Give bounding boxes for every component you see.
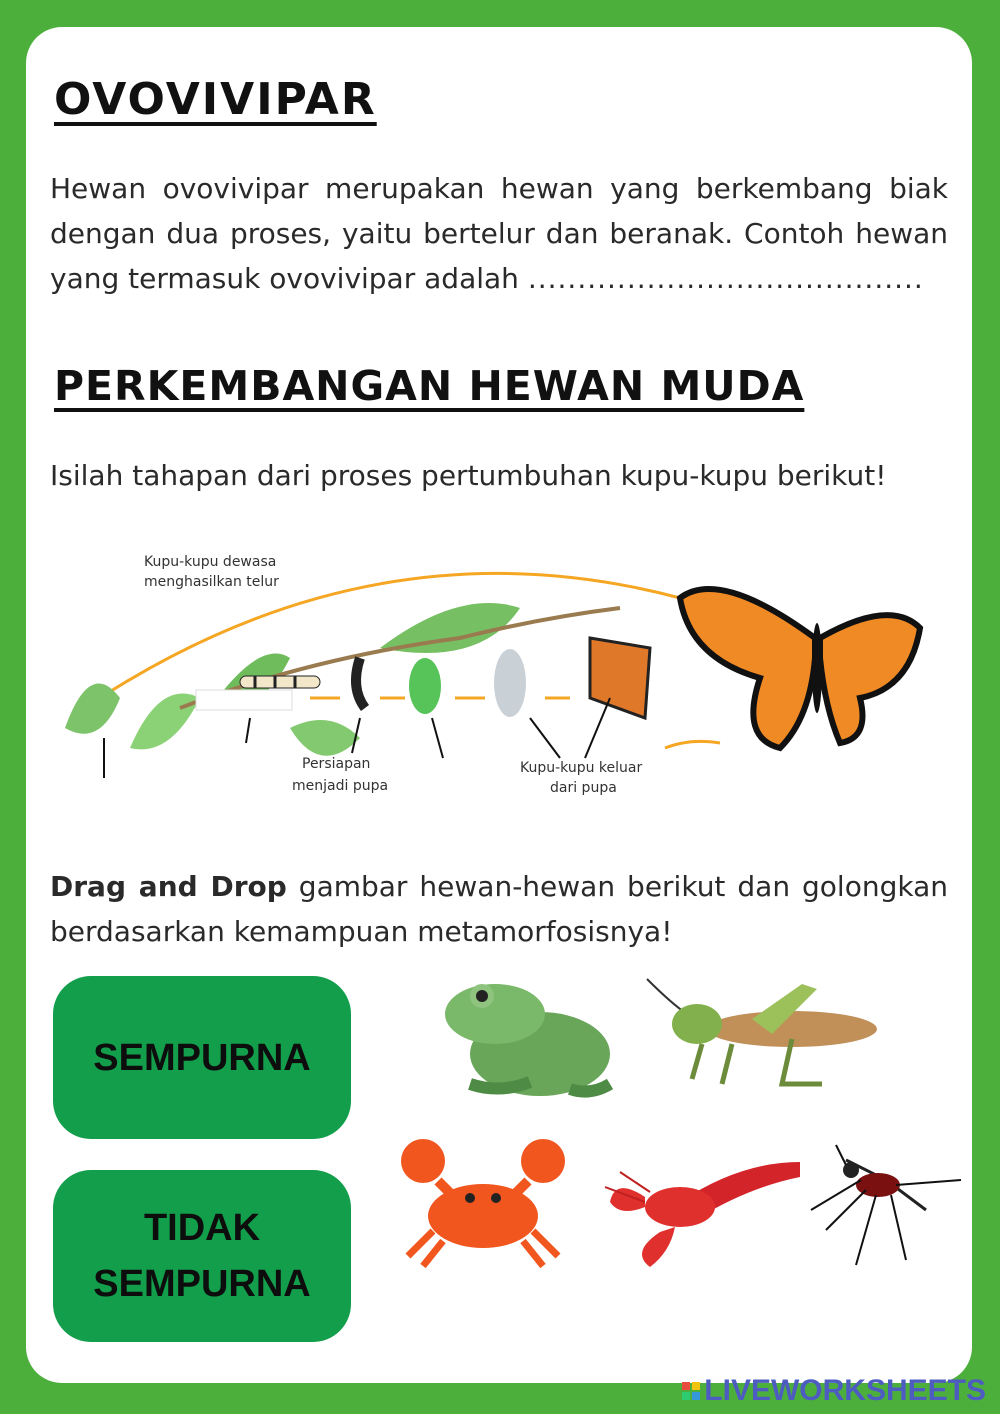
- label-emerge-2: dari pupa: [550, 780, 617, 796]
- section-title-perkembangan: PERKEMBANGAN HEWAN MUDA: [54, 362, 805, 410]
- label-prepupa-2: menjadi pupa: [292, 778, 389, 794]
- blank-box-egg[interactable]: [196, 690, 292, 710]
- liveworksheets-brand: [682, 1374, 986, 1408]
- label-prepupa-1: Persiapan: [302, 756, 371, 772]
- dragdrop-instruction: [50, 864, 948, 954]
- dragdrop-rest: gambar hewan-hewan berikut dan golongkan berdasarkan kemampuan metamorfosisnya!: [50, 870, 948, 948]
- liveworksheets-logo-icon: [682, 1382, 700, 1400]
- drop-target-tidak-sempurna-label: TIDAK SEMPURNA: [93, 1207, 311, 1305]
- drop-target-tidak-sempurna[interactable]: [53, 1170, 351, 1342]
- label-adult-2: menghasilkan telur: [144, 574, 279, 590]
- frog-icon[interactable]: [440, 974, 620, 1104]
- prepupa-icon: [356, 658, 365, 708]
- mosquito-icon[interactable]: [806, 1140, 966, 1270]
- emerging-chrysalis-icon: [494, 649, 526, 717]
- drop-target-sempurna-label: SEMPURNA: [93, 1036, 311, 1079]
- caterpillar-icon: [240, 676, 320, 688]
- crab-icon[interactable]: [398, 1136, 568, 1271]
- dragdrop-bold: Drag and Drop: [50, 870, 287, 903]
- label-emerge-1: Kupu-kupu keluar: [520, 760, 643, 776]
- drop-target-sempurna[interactable]: [53, 976, 351, 1139]
- ovovivipar-text: Hewan ovovivipar merupakan hewan yang berkembang biak dengan dua proses, yaitu bertelur dan beranak. Contoh hewan yang termasuk ovovivipar adalah: [50, 172, 948, 295]
- chrysalis-icon: [409, 658, 441, 714]
- pointer-line-emerge: [530, 718, 560, 758]
- lobster-icon[interactable]: [600, 1132, 805, 1272]
- grasshopper-icon[interactable]: [642, 974, 882, 1094]
- pointer-line-larva: [246, 718, 250, 743]
- answer-blank[interactable]: ........................................: [527, 262, 924, 295]
- butterfly-life-cycle-diagram: [60, 548, 940, 828]
- section-title-ovovivipar: OVOVIVIPAR: [54, 74, 377, 125]
- adult-butterfly-icon: [680, 589, 920, 748]
- instruction-text: Isilah tahapan dari proses pertumbuhan kupu-kupu berikut!: [50, 459, 887, 492]
- label-adult-1: Kupu-kupu dewasa: [144, 554, 277, 570]
- ovovivipar-paragraph: [50, 166, 948, 301]
- pointer-line-emerge-2: [585, 698, 610, 758]
- emerging-butterfly-icon: [590, 638, 650, 718]
- brand-name: LIVEWORKSHEETS: [704, 1374, 986, 1407]
- pointer-line-pupa: [432, 718, 443, 758]
